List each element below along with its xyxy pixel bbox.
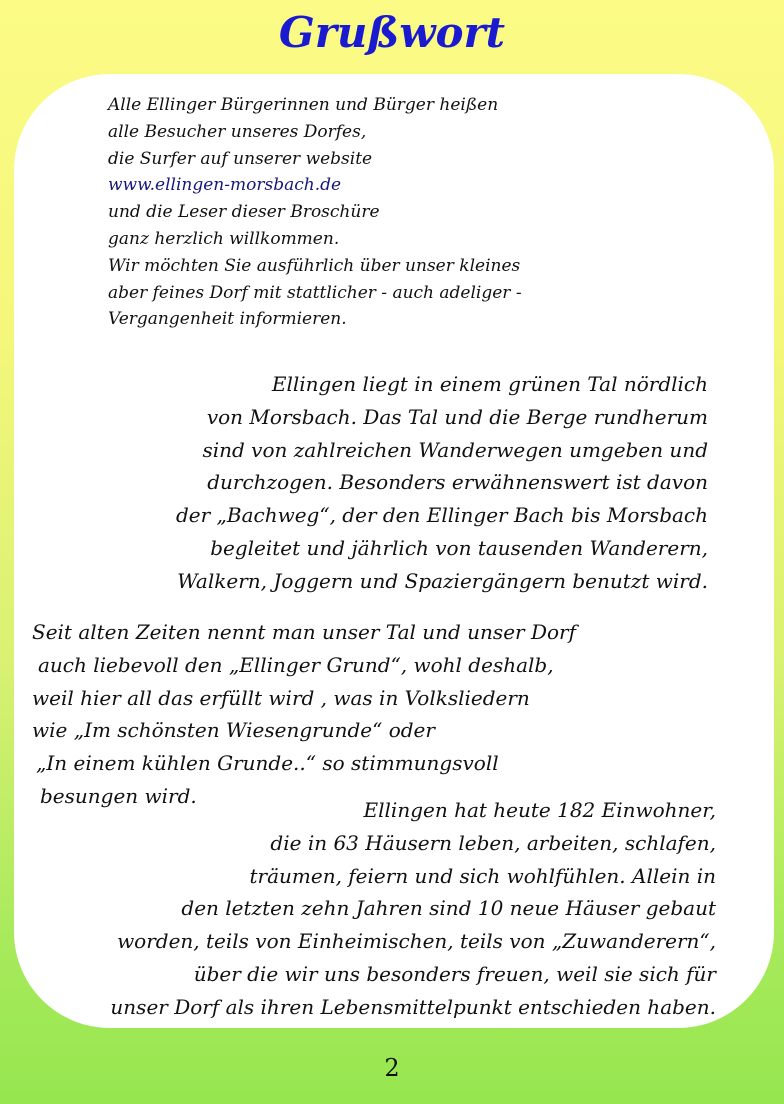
paragraph-line: die in 63 Häusern leben, arbeiten, schlafen, bbox=[270, 830, 716, 855]
paragraph-line: durchzogen. Besonders erwähnenswert ist davon bbox=[207, 470, 708, 495]
paragraph-line: träumen, feiern und sich wohlfühlen. Allein in bbox=[249, 863, 716, 888]
intro-line: aber feines Dorf mit stattlicher - auch adeliger - bbox=[108, 282, 522, 303]
paragraph-line: über die wir uns besonders freuen, weil sie sich für bbox=[193, 961, 716, 986]
paragraph-line: von Morsbach. Das Tal und die Berge rundherum bbox=[206, 404, 708, 429]
paragraph-inhabitants bbox=[110, 794, 716, 1024]
paragraph-line: auch liebevoll den „Ellinger Grund“, wohl deshalb, bbox=[38, 652, 554, 677]
paragraph-ellinger-grund bbox=[32, 616, 576, 813]
paragraph-line: Seit alten Zeiten nennt man unser Tal und unser Dorf bbox=[32, 620, 576, 644]
website-link[interactable]: www.ellingen-morsbach.de bbox=[108, 175, 342, 196]
paragraph-line: der „Bachweg“, der den Ellinger Bach bis Morsbach bbox=[175, 503, 708, 528]
paragraph-line: unser Dorf als ihren Lebensmittelpunkt entschieden haben. bbox=[110, 994, 716, 1019]
intro-line: die Surfer auf unserer website bbox=[108, 148, 373, 169]
paragraph-line: Ellingen liegt in einem grünen Tal nördlich bbox=[271, 372, 708, 396]
paragraph-line: Walkern, Joggern und Spaziergängern benutzt wird. bbox=[177, 568, 708, 593]
paragraph-line: „In einem kühlen Grunde..“ so stimmungsvoll bbox=[36, 751, 499, 776]
intro-line: und die Leser dieser Broschüre bbox=[108, 202, 380, 223]
welcome-intro bbox=[108, 92, 522, 333]
paragraph-line: besungen wird. bbox=[40, 783, 197, 808]
page-number: 2 bbox=[384, 1054, 400, 1082]
paragraph-line: begleitet und jährlich von tausenden Wanderern, bbox=[210, 535, 708, 560]
paragraph-line: sind von zahlreichen Wanderwegen umgeben und bbox=[202, 437, 708, 462]
page-title: Grußwort bbox=[278, 8, 506, 57]
paragraph-valley bbox=[176, 368, 708, 598]
paragraph-line: weil hier all das erfüllt wird , was in Volksliedern bbox=[32, 685, 530, 710]
paragraph-line: worden, teils von Einheimischen, teils von „Zuwanderern“, bbox=[117, 929, 716, 954]
paragraph-line: wie „Im schönsten Wiesengrunde“ oder bbox=[32, 718, 435, 743]
intro-line: Alle Ellinger Bürgerinnen und Bürger heißen bbox=[108, 95, 499, 115]
intro-line: Wir möchten Sie ausführlich über unser kleines bbox=[108, 255, 521, 276]
intro-line: ganz herzlich willkommen. bbox=[108, 228, 340, 249]
paragraph-line: Ellingen hat heute 182 Einwohner, bbox=[363, 798, 716, 822]
intro-line: alle Besucher unseres Dorfes, bbox=[108, 121, 367, 142]
paragraph-line: den letzten zehn Jahren sind 10 neue Häuser gebaut bbox=[181, 896, 716, 921]
intro-line: Vergangenheit informieren. bbox=[108, 309, 347, 330]
